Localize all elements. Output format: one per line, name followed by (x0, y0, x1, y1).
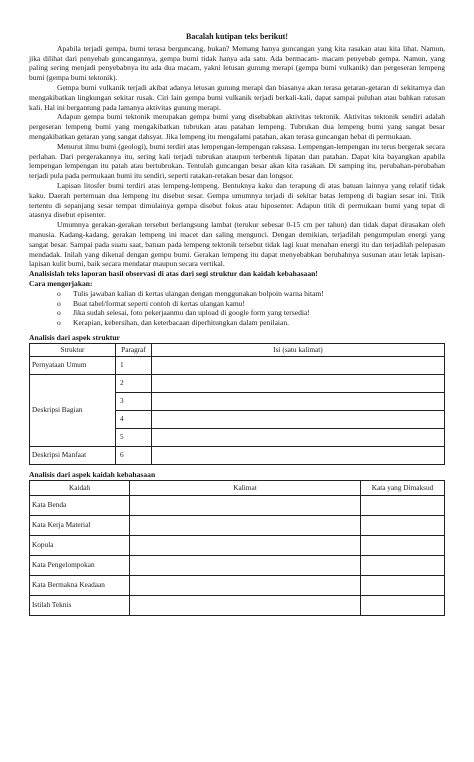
paragraph-number: 3 (116, 392, 152, 410)
rule-label: Kata Pengelompokan (30, 555, 130, 575)
steps-heading: Cara mengerjakan: (29, 278, 93, 288)
header-kalimat: Kalimat (130, 480, 361, 495)
answer-cell[interactable] (361, 555, 445, 575)
paragraph-number: 6 (116, 446, 152, 464)
structure-table (29, 343, 445, 465)
section-pernyataan-umum: Pernyataan Umum (30, 356, 116, 374)
paragraph-4: Menurut ilmu bumi (geologi), bumi terdiri atas lempengan-lempengan raksasa. Lempengan-lempengan itu terus bergerak secara perlahan. Dari pergerakannya itu, sering kali terjadi tubrukan ataupun terbentuk lipatan dan patahan. Dapat kita bayangkan apabila lempengan lempengan itu patah atau bertubrukan. Tentulah guncangan besar akan kita rasakan. Di samping itu, perubahan-perubahan terjadi pula pada permukaan bumi itu sendiri, seperti ratakan-retakan besar dan longsor. (29, 141, 445, 181)
header-isi: Isi (satu kalimat) (152, 343, 445, 356)
section-deskripsi-bagian: Deskripsi Bagian (30, 374, 116, 446)
header-paragraf: Paragraf (116, 343, 152, 356)
list-item: o Kerapian, kebersihan, dan keterbacaan diperhitungkan dalam penilaian. (57, 318, 445, 328)
list-item: o Tulis jawaban kalian di kertas ulangan dengan menggunakan bolpoin warna hitam! (57, 289, 445, 299)
answer-cell[interactable] (152, 410, 445, 428)
rule-label: Kata Bermakna Keadaan (30, 575, 130, 595)
answer-cell[interactable] (152, 392, 445, 410)
answer-cell[interactable] (152, 356, 445, 374)
paragraph-2: Gempa bumi vulkanik terjadi akibat adanya letusan gunung merapi dan biasanya akan terasa getaran-getaran di sekitarnya dan mengakibatkan lingkungan sekitar rusak. Ciri lain gempa bumi vulkanik terjadi berkali-kali, dapat sampai puluhan atau bahkan ratusan kali. Hal ini bergantung pada lamanya aktivitas gunung merapi. (29, 82, 445, 112)
paragraph-3: Adapun gempa bumi tektonik merupakan gempa bumi yang disebabkan aktivitas tektonik. Aktivitas tektonik sendiri adalah pergeseran lempeng bumi yang mengakibatkan tubrukan atau patahan lempeng. Tubrukan dua lempeng bumi yang sangat besar mengakibatkan getaran yang sangat dahsyat. Jika lempeng itu mengalami patahan, akan terasa guncangan hebat di permukaan. (29, 112, 445, 141)
table-row (30, 595, 445, 615)
answer-cell[interactable] (130, 535, 361, 555)
paragraph-5: Lapisan litosfer bumi terdiri atas lempeng-lempeng. Bentuknya kaku dan terapung di atas batuan lainnya yang relatif tidak kaku. Daerah pertemuan dua lempeng itu disebut sesar. Gempa umumnya terjadi di sekitar batas lempeng di bagian sesar ini. Titik tertentu di sepanjang sesar tempat dimulainya gempa disebut fokus atau hiposenter. Adapun titik di permukaan bumi yang tepat di atasnya disebut episenter. (29, 180, 445, 220)
table-header-row (30, 480, 445, 495)
answer-cell[interactable] (130, 575, 361, 595)
table-row (30, 515, 445, 535)
table-row (30, 555, 445, 575)
table-row (30, 495, 445, 515)
header-kata: Kata yang Dimaksud (361, 480, 445, 495)
paragraph-6: Umumnya gerakan-gerakan tersebut berlangsung lambat (terukur sebesar 0-15 cm per tahun) dan tidak dapat dirasakan oleh manusia. Kadang-kadang, gerakan lempeng ini macet dan saling mengunci. Dengan demikian, terjadilah pengumpulan energi yang sangat besar. Sampai pada suatu saat, batuan pada lempeng tektonik tersebut tidak lagi kuat menahan energi itu dan terjadilah pelepasan mendadak. Inilah yang dikenal dengan gempu bumi. Gerakan lempeng itu dapat menyebabkan berubahnya susunan atau letak lapisan-lapisan kulit bumi, baik secara mendatar maupun secara vertikal. (29, 220, 445, 269)
answer-cell[interactable] (130, 555, 361, 575)
table-row (30, 374, 445, 392)
answer-cell[interactable] (152, 428, 445, 446)
answer-cell[interactable] (361, 495, 445, 515)
answer-cell[interactable] (130, 515, 361, 535)
table-row (30, 446, 445, 464)
paragraph-number: 2 (116, 374, 152, 392)
rule-label: Kopula (30, 535, 130, 555)
rule-label: Kata Benda (30, 495, 130, 515)
paragraph-number: 5 (116, 428, 152, 446)
language-table-caption: Analisis dari aspek kaidah kebahasaan (29, 469, 156, 479)
structure-table-caption: Analisis dari aspek struktur (29, 332, 120, 342)
answer-cell[interactable] (361, 595, 445, 615)
answer-cell[interactable] (361, 575, 445, 595)
list-item: o Buat tabel/format seperti contoh di kertas ulangan kamu! (57, 299, 445, 309)
section-deskripsi-manfaat: Deskripsi Manfaat (30, 446, 116, 464)
answer-cell[interactable] (361, 535, 445, 555)
paragraph-1: Apabila terjadi gempa, bumi terasa berguncang, bukan? Memang hanya guncangan yang kita rasakan atau kita lihat. Namun, jika dilihat dari penyebab guncangannya, gempa bumi tidak hanya ada satu. Ada bermacam- macam penyebab gempa. Namun, yang paling sering menjadi penyebabnya itu ada dua macam, yakni letusan gunung merapi (gempa bumi vulkanik) dan pergeseran lempeng bumi (gempa bumi tektonik). (29, 43, 445, 83)
header-struktur: Struktur (30, 343, 116, 356)
instruction: Analisislah teks laporan hasil observasi di atas dari segi struktur dan kaidah kebahasaan! (29, 269, 318, 279)
language-rules-table (29, 480, 445, 616)
paragraph-number: 1 (116, 356, 152, 374)
rule-label: Kata Kerja Material (30, 515, 130, 535)
paragraph-number: 4 (116, 410, 152, 428)
table-header-row (30, 343, 445, 356)
answer-cell[interactable] (152, 374, 445, 392)
answer-cell[interactable] (130, 595, 361, 615)
answer-cell[interactable] (152, 446, 445, 464)
header-kaidah: Kaidah (30, 480, 130, 495)
list-item: o Jika sudah selesai, foto pekerjaanmu dan upload di google form yang tersedia! (57, 308, 445, 318)
table-row (30, 575, 445, 595)
table-row (30, 356, 445, 374)
answer-cell[interactable] (361, 515, 445, 535)
steps-list (29, 289, 445, 328)
page-title: Bacalah kutipan teks berikut! (185, 32, 289, 41)
table-row (30, 535, 445, 555)
rule-label: Istilah Teknis (30, 595, 130, 615)
answer-cell[interactable] (130, 495, 361, 515)
